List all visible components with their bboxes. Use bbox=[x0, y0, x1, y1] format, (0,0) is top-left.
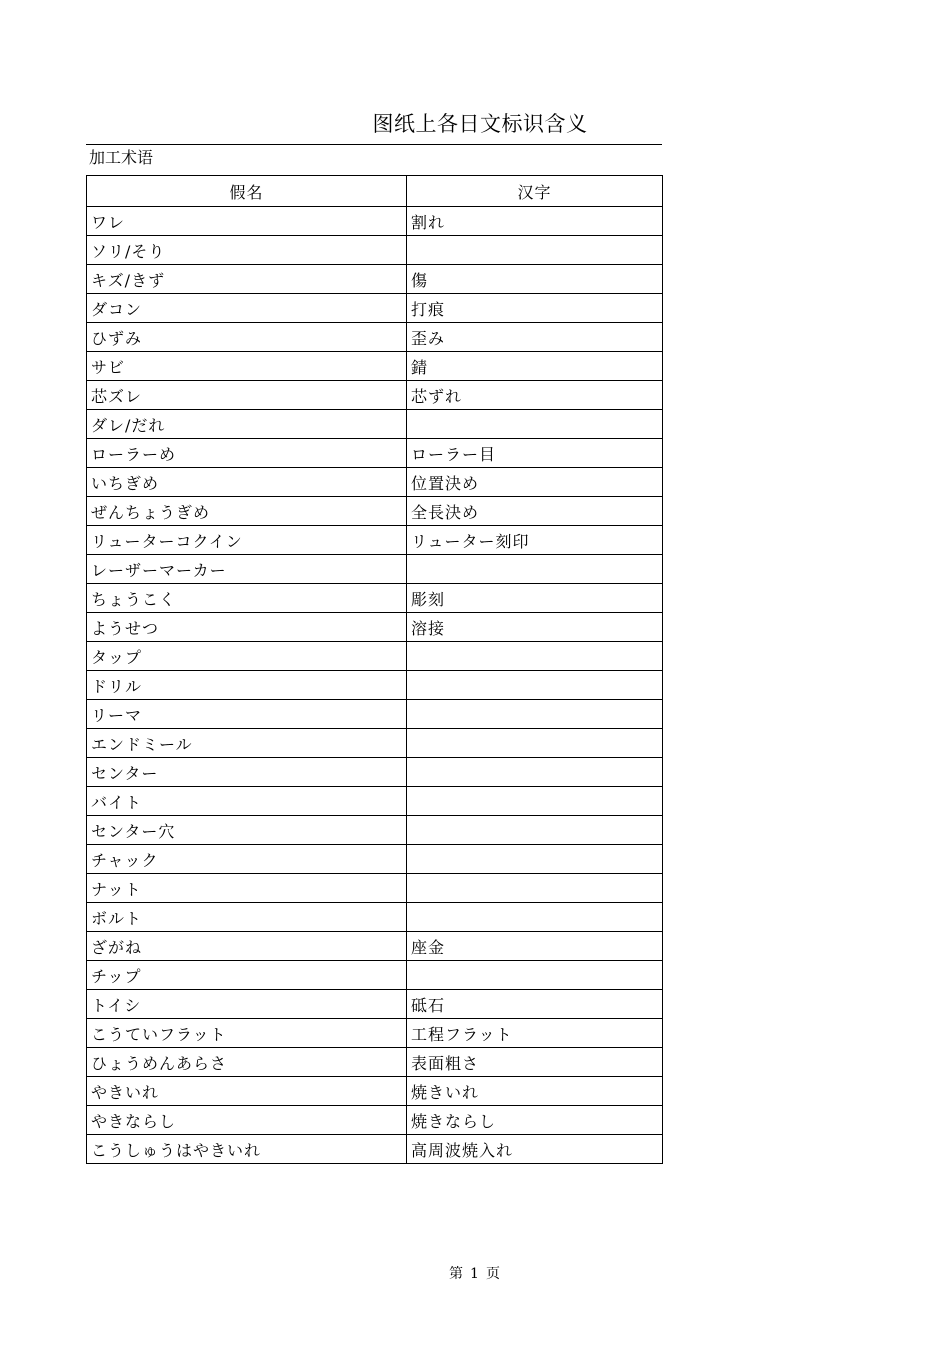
table-row bbox=[87, 816, 663, 845]
table-row bbox=[87, 352, 663, 381]
table-row bbox=[87, 1019, 663, 1048]
table-row bbox=[87, 932, 663, 961]
table-row bbox=[87, 758, 663, 787]
page-footer bbox=[0, 1264, 950, 1284]
terms-table-body bbox=[87, 207, 663, 1164]
cell-kanji: 位置決め bbox=[407, 468, 663, 497]
cell-kana: リューターコクイン bbox=[87, 526, 407, 555]
cell-kanji: 歪み bbox=[407, 323, 663, 352]
cell-kana: バイト bbox=[87, 787, 407, 816]
cell-kana: トイシ bbox=[87, 990, 407, 1019]
cell-kanji: ローラー目 bbox=[407, 439, 663, 468]
terms-table bbox=[86, 175, 663, 1164]
cell-kanji bbox=[407, 729, 663, 758]
table-row bbox=[87, 787, 663, 816]
table-row bbox=[87, 323, 663, 352]
cell-kanji bbox=[407, 787, 663, 816]
cell-kanji: 傷 bbox=[407, 265, 663, 294]
table-row bbox=[87, 294, 663, 323]
cell-kana: ダレ/だれ bbox=[87, 410, 407, 439]
cell-kanji: 座金 bbox=[407, 932, 663, 961]
cell-kana: ちょうこく bbox=[87, 584, 407, 613]
table-row bbox=[87, 1048, 663, 1077]
table-row bbox=[87, 526, 663, 555]
cell-kana: キズ/きず bbox=[87, 265, 407, 294]
table-row bbox=[87, 1077, 663, 1106]
cell-kanji bbox=[407, 700, 663, 729]
cell-kanji: 焼きいれ bbox=[407, 1077, 663, 1106]
cell-kana: ボルト bbox=[87, 903, 407, 932]
cell-kana: ひょうめんあらさ bbox=[87, 1048, 407, 1077]
cell-kana: ナット bbox=[87, 874, 407, 903]
cell-kanji bbox=[407, 758, 663, 787]
cell-kana: エンドミール bbox=[87, 729, 407, 758]
cell-kanji: 工程フラット bbox=[407, 1019, 663, 1048]
cell-kanji bbox=[407, 410, 663, 439]
header-kana: 假名 bbox=[87, 176, 407, 207]
cell-kanji: 砥石 bbox=[407, 990, 663, 1019]
cell-kanji bbox=[407, 642, 663, 671]
table-row bbox=[87, 236, 663, 265]
cell-kana: ワレ bbox=[87, 207, 407, 236]
title-divider bbox=[86, 144, 662, 145]
cell-kana: サビ bbox=[87, 352, 407, 381]
table-row bbox=[87, 497, 663, 526]
footer-suffix: 页 bbox=[485, 1266, 501, 1282]
cell-kanji bbox=[407, 555, 663, 584]
table-row bbox=[87, 265, 663, 294]
cell-kana: こうしゅうはやきいれ bbox=[87, 1135, 407, 1164]
cell-kana: チャック bbox=[87, 845, 407, 874]
table-row bbox=[87, 439, 663, 468]
table-row bbox=[87, 961, 663, 990]
table-row bbox=[87, 990, 663, 1019]
section-label: 加工术语 bbox=[89, 148, 154, 167]
cell-kanji: 錆 bbox=[407, 352, 663, 381]
table-row bbox=[87, 671, 663, 700]
table-row bbox=[87, 555, 663, 584]
table-row bbox=[87, 845, 663, 874]
cell-kanji bbox=[407, 874, 663, 903]
cell-kanji bbox=[407, 671, 663, 700]
table-row bbox=[87, 207, 663, 236]
cell-kanji: 彫刻 bbox=[407, 584, 663, 613]
cell-kana: ようせつ bbox=[87, 613, 407, 642]
cell-kana: チップ bbox=[87, 961, 407, 990]
cell-kana: センター穴 bbox=[87, 816, 407, 845]
cell-kanji: 表面粗さ bbox=[407, 1048, 663, 1077]
table-row bbox=[87, 700, 663, 729]
cell-kana: ぜんちょうぎめ bbox=[87, 497, 407, 526]
table-row bbox=[87, 874, 663, 903]
table-row bbox=[87, 410, 663, 439]
cell-kanji bbox=[407, 236, 663, 265]
cell-kanji bbox=[407, 961, 663, 990]
cell-kana: リーマ bbox=[87, 700, 407, 729]
cell-kana: いちぎめ bbox=[87, 468, 407, 497]
cell-kanji: 高周波焼入れ bbox=[407, 1135, 663, 1164]
table-row bbox=[87, 468, 663, 497]
table-row bbox=[87, 381, 663, 410]
cell-kana: センター bbox=[87, 758, 407, 787]
cell-kanji bbox=[407, 816, 663, 845]
cell-kana: ひずみ bbox=[87, 323, 407, 352]
table-row bbox=[87, 642, 663, 671]
table-row bbox=[87, 1106, 663, 1135]
cell-kanji: 全長決め bbox=[407, 497, 663, 526]
cell-kanji bbox=[407, 903, 663, 932]
cell-kana: ソリ/そり bbox=[87, 236, 407, 265]
table-row bbox=[87, 729, 663, 758]
header-kanji: 汉字 bbox=[407, 176, 663, 207]
cell-kana: レーザーマーカー bbox=[87, 555, 407, 584]
cell-kanji bbox=[407, 845, 663, 874]
cell-kana: ざがね bbox=[87, 932, 407, 961]
cell-kana: ダコン bbox=[87, 294, 407, 323]
footer-prefix: 第 bbox=[449, 1266, 465, 1282]
cell-kana: ローラーめ bbox=[87, 439, 407, 468]
table-header-row bbox=[87, 176, 663, 207]
cell-kanji: 割れ bbox=[407, 207, 663, 236]
cell-kana: やきならし bbox=[87, 1106, 407, 1135]
cell-kana: 芯ズレ bbox=[87, 381, 407, 410]
table-row bbox=[87, 1135, 663, 1164]
table-row bbox=[87, 613, 663, 642]
cell-kanji: リューター刻印 bbox=[407, 526, 663, 555]
page-title: 图纸上各日文标识含义 bbox=[372, 112, 588, 136]
cell-kanji: 打痕 bbox=[407, 294, 663, 323]
cell-kana: タップ bbox=[87, 642, 407, 671]
cell-kana: こうていフラット bbox=[87, 1019, 407, 1048]
cell-kana: ドリル bbox=[87, 671, 407, 700]
cell-kana: やきいれ bbox=[87, 1077, 407, 1106]
cell-kanji: 芯ずれ bbox=[407, 381, 663, 410]
table-row bbox=[87, 584, 663, 613]
table-row bbox=[87, 903, 663, 932]
cell-kanji: 焼きならし bbox=[407, 1106, 663, 1135]
cell-kanji: 溶接 bbox=[407, 613, 663, 642]
footer-page-number: 1 bbox=[470, 1266, 480, 1282]
